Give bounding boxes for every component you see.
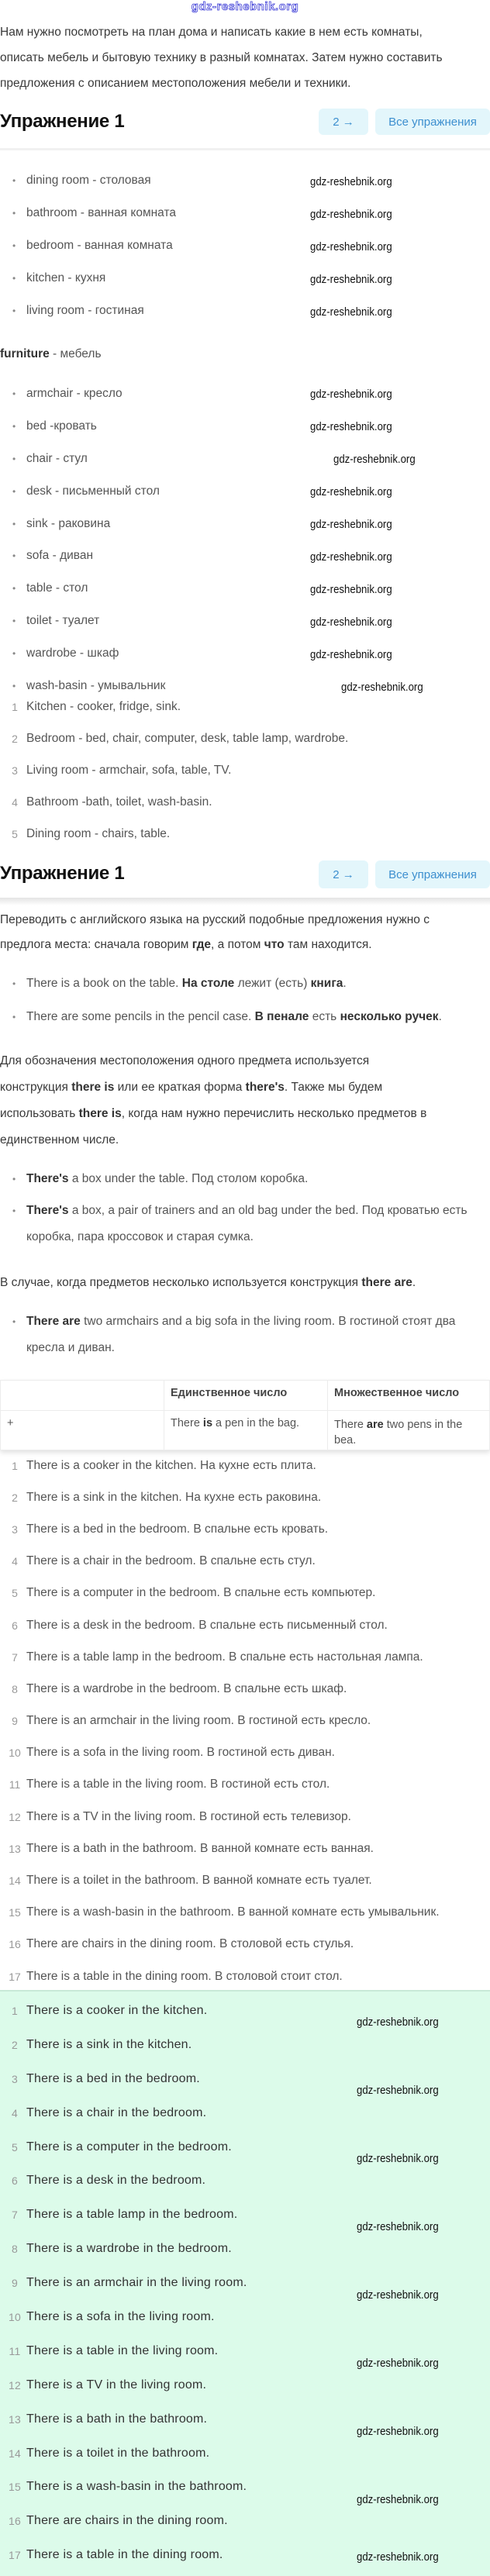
list-item: [0, 2232, 490, 2266]
list-item: [0, 1481, 490, 1513]
item-number: 3: [12, 1522, 18, 1536]
bold-text: There are: [26, 1315, 81, 1328]
item-number: 5: [12, 828, 18, 841]
item-number: 1: [12, 700, 18, 713]
header-shadow: [0, 898, 490, 905]
item-number: 17: [9, 1970, 21, 1983]
item-text: There is a toilet in the bathroom. В ванной комнате есть туалет.: [26, 1874, 372, 1888]
list-item: [0, 2096, 490, 2130]
arrow-right-icon: →: [342, 115, 354, 129]
list-item: [0, 1833, 490, 1864]
item-text: bathroom - ванная комната: [26, 206, 176, 219]
text-segment: two pens in the bea.: [334, 1419, 463, 1447]
item-number: 11: [9, 1778, 21, 1791]
text-segment: или ее краткая форма: [114, 1081, 246, 1094]
item-text: There is a desk in the bedroom. В спальне есть письменный стол.: [26, 1618, 388, 1632]
bold-text: книга: [310, 977, 343, 990]
list-item: [0, 1578, 490, 1609]
bold-text: there is: [71, 1081, 115, 1094]
list-item: [0, 2368, 490, 2402]
item-text: There is a sink in the kitchen. На кухне есть раковина.: [26, 1490, 322, 1504]
text-segment: .: [438, 1010, 442, 1023]
item-number: 4: [12, 796, 18, 809]
item-text: There is a sink in the kitchen.: [26, 2037, 192, 2051]
text-segment: There are some pencils in the pencil case.: [26, 1010, 255, 1023]
bold-text: где: [192, 938, 212, 951]
list-item: [0, 540, 490, 572]
bold-text: В пенале: [254, 1010, 309, 1023]
grammar-table: [0, 1380, 490, 1450]
arrow-right-icon: →: [342, 867, 354, 881]
item-text: There is a bath in the bathroom.: [26, 2412, 208, 2426]
item-text: There is a computer in the bedroom. В спальне есть компьютер.: [26, 1586, 376, 1600]
list-item: [0, 605, 490, 637]
item-number: 8: [12, 1682, 18, 1695]
list-item: [0, 2402, 490, 2436]
item-text: table - стол: [26, 581, 88, 595]
list-item: [0, 164, 490, 197]
item-text: Dining room - chairs, table.: [26, 827, 171, 841]
text-segment: В случае, когда предметов несколько используется конструкция: [0, 1276, 362, 1289]
furniture-heading: [0, 347, 102, 361]
item-number: 12: [9, 1810, 21, 1823]
item-number: 2: [12, 1491, 18, 1504]
watermark: gdz-reshebnik.org: [357, 2220, 439, 2233]
paragraph-line: [0, 908, 430, 933]
watermark: gdz-reshebnik.org: [310, 648, 392, 661]
item-text: chair - стул: [26, 451, 88, 465]
list-item: [0, 2538, 490, 2572]
item-number: 14: [9, 2447, 21, 2460]
watermark: gdz-reshebnik.org: [310, 518, 392, 531]
list-item: [0, 754, 490, 786]
watermark: gdz-reshebnik.org: [310, 305, 392, 319]
item-text: desk - письменный стол: [26, 484, 160, 498]
item-text: Bedroom - bed, chair, computer, desk, table lamp, wardrobe.: [26, 731, 349, 745]
item-text: There is a computer in the bedroom.: [26, 2140, 232, 2154]
text-segment: .: [343, 977, 347, 990]
list-item: [0, 1450, 490, 1481]
table-header: Единственное число: [164, 1381, 328, 1411]
list-item: [0, 475, 490, 508]
bullet-icon: •: [12, 273, 16, 284]
furniture-translation: - мебель: [49, 347, 102, 360]
item-number: 15: [9, 2481, 21, 2494]
item-number: 16: [9, 2515, 21, 2528]
item-number: 14: [9, 1874, 21, 1888]
item-text: living room - гостиная: [26, 304, 144, 317]
explanation-paragraph-2: [0, 1048, 426, 1154]
list-item: [0, 508, 490, 540]
bullet-icon: •: [12, 518, 16, 529]
bullet-icon: •: [12, 208, 16, 219]
explanation-paragraph-3: [0, 1270, 416, 1296]
item-number: 13: [9, 1842, 21, 1855]
item-text: There is a desk in the bedroom.: [26, 2174, 206, 2188]
text-segment: есть: [309, 1010, 340, 1023]
item-number: 2: [12, 2038, 18, 2051]
bullet-icon: •: [12, 175, 16, 186]
watermark: gdz-reshebnik.org: [310, 240, 392, 253]
list-item: [0, 1705, 490, 1737]
rooms-furniture-list: [0, 691, 490, 850]
list-item: [0, 722, 490, 754]
item-number: 16: [9, 1938, 21, 1951]
item-number: 11: [9, 2344, 21, 2357]
item-text: There is a sofa in the living room.: [26, 2309, 215, 2323]
item-number: 1: [12, 2004, 18, 2017]
furniture-word: furniture: [0, 347, 50, 360]
answers-list: [0, 1994, 490, 2572]
intro-line: предложения с описанием местоположения мебели и техники.: [0, 77, 351, 90]
text-segment: There is a book on the table.: [26, 977, 182, 990]
item-text: There is an armchair in the living room. В гостиной есть кресло.: [26, 1714, 371, 1728]
bullet-icon: •: [12, 485, 16, 497]
paragraph-line: [0, 1048, 426, 1074]
text-segment: там находится.: [284, 938, 372, 951]
list-item: [0, 1673, 490, 1705]
text-segment: . Также мы будем: [284, 1081, 383, 1094]
intro-line: Нам нужно посмотреть на план дома и написать какие в нем есть комнаты,: [0, 26, 423, 39]
text-segment: two armchairs and a big sofa in the living room. В гостиной стоят два кресла и диван.: [26, 1315, 456, 1354]
rooms-list: [0, 164, 490, 327]
item-number: 7: [12, 1650, 18, 1664]
bullet-icon: •: [12, 420, 16, 432]
list-item: [0, 819, 490, 850]
watermark: gdz-reshebnik.org: [310, 388, 392, 401]
list-item: [0, 295, 490, 327]
bullet-icon: •: [12, 388, 16, 399]
all-exercises-button[interactable]: Все упражнения: [375, 109, 490, 135]
item-text: wardrobe - шкаф: [26, 647, 119, 660]
table-header: Множественное число: [328, 1381, 490, 1411]
list-item: [0, 2062, 490, 2096]
text-segment: предлога места: сначала говорим: [0, 938, 192, 951]
watermark: gdz-reshebnik.org: [357, 2152, 439, 2165]
next-exercise-number: 2: [333, 115, 340, 129]
example-bullet: [12, 1309, 484, 1361]
watermark: gdz-reshebnik.org: [357, 2016, 439, 2029]
list-item: [0, 2164, 490, 2198]
item-text: There is a table in the living room.: [26, 2343, 219, 2357]
item-text: armchair - кресло: [26, 386, 122, 400]
bullet-icon: •: [12, 1012, 16, 1022]
text-segment: , а потом: [211, 938, 264, 951]
item-number: 5: [12, 1587, 18, 1600]
text-segment: .: [412, 1276, 416, 1289]
bold-text: несколько ручек: [340, 1010, 439, 1023]
list-item: [0, 2470, 490, 2504]
item-text: There is a wash-basin in the bathroom. В ванной комнате есть умывальник.: [26, 1905, 440, 1919]
paragraph-line: [0, 1270, 416, 1296]
item-text: dining room - столовая: [26, 174, 151, 187]
item-text: There is a wardrobe in the bedroom. В спальне есть шкаф.: [26, 1681, 347, 1695]
item-text: There is an armchair in the living room.: [26, 2276, 247, 2290]
item-number: 2: [12, 732, 18, 745]
list-item: [0, 443, 490, 475]
item-number: 1: [12, 1459, 18, 1472]
item-number: 7: [12, 2209, 18, 2222]
item-text: There is a bath in the bathroom. В ванной комнате есть ванная.: [26, 1841, 374, 1855]
item-text: There is a TV in the living room.: [26, 2378, 207, 2392]
item-number: 15: [9, 1906, 21, 1919]
item-number: 3: [12, 764, 18, 777]
item-number: 10: [9, 1747, 21, 1760]
watermark: gdz-reshebnik.org: [310, 420, 392, 433]
bullet-icon: •: [12, 1316, 16, 1327]
item-text: There is a toilet in the bathroom.: [26, 2446, 210, 2460]
item-text: toilet - туалет: [26, 614, 100, 628]
item-text: sofa - диван: [26, 549, 94, 563]
text-segment: a box under the table. Под столом коробка.: [68, 1172, 309, 1185]
item-number: 9: [12, 2277, 18, 2290]
watermark: gdz-reshebnik.org: [310, 550, 392, 564]
intro-text: [0, 19, 443, 96]
item-text: Bathroom -bath, toilet, wash-basin.: [26, 795, 212, 809]
list-item: [0, 410, 490, 443]
item-number: 5: [12, 2140, 18, 2154]
list-item: [0, 2266, 490, 2300]
list-item: [0, 1929, 490, 1960]
list-item: [0, 637, 490, 670]
list-item: [0, 691, 490, 722]
watermark: gdz-reshebnik.org: [357, 2084, 439, 2097]
site-watermark-logo: gdz-reshebnik.org: [191, 0, 299, 13]
item-text: Kitchen - cooker, fridge, sink.: [26, 699, 181, 713]
table-cell-singular: [164, 1411, 328, 1450]
item-text: bed -кровать: [26, 419, 97, 433]
furniture-list: [0, 378, 490, 702]
paragraph-line: [0, 1074, 426, 1101]
bullet-icon: •: [12, 1205, 16, 1216]
text-segment: a pen in the bag.: [212, 1417, 300, 1429]
bullet-icon: •: [12, 583, 16, 595]
table-cell-plural: [328, 1411, 490, 1450]
bold-text: что: [264, 938, 285, 951]
watermark: gdz-reshebnik.org: [357, 2425, 439, 2438]
list-item: [0, 1960, 490, 1992]
item-number: 8: [12, 2243, 18, 2256]
bullet-icon: •: [12, 648, 16, 660]
item-text: wash-basin - умывальник: [26, 678, 166, 692]
example-bullet: [12, 971, 484, 997]
item-text: There is a cooker in the kitchen.: [26, 2003, 208, 2017]
paragraph-line: [0, 1101, 426, 1127]
text-segment: Переводить с английского языка на русский подобные предложения нужно с: [0, 913, 430, 926]
list-item: [0, 229, 490, 262]
item-text: There is a table lamp in the bedroom. В спальне есть настольная лампа.: [26, 1650, 423, 1664]
item-number: 13: [9, 2412, 21, 2426]
item-number: 6: [12, 2174, 18, 2188]
list-item: [0, 1513, 490, 1545]
list-item: [0, 1864, 490, 1896]
item-number: 6: [12, 1619, 18, 1632]
item-text: There is a sofa in the living room. В гостиной есть диван.: [26, 1746, 335, 1760]
item-text: There is a table in the dining room.: [26, 2548, 223, 2562]
item-text: There is a wash-basin in the bathroom.: [26, 2480, 247, 2494]
list-item: [0, 1897, 490, 1929]
example-bullet: [12, 1004, 484, 1030]
bold-text: are: [366, 1419, 384, 1431]
item-text: There is a chair in the bedroom. В спальне есть стул.: [26, 1554, 316, 1568]
item-number: 12: [9, 2378, 21, 2392]
list-item: [0, 2436, 490, 2471]
watermark: gdz-reshebnik.org: [310, 616, 392, 629]
item-text: There are chairs in the dining room. В столовой есть стулья.: [26, 1937, 354, 1951]
table-header: [1, 1381, 164, 1411]
paragraph-line: [0, 1127, 426, 1154]
exercise-title: Упражнение 1: [0, 863, 125, 884]
item-text: There is a table lamp in the bedroom.: [26, 2208, 238, 2222]
list-item: [0, 1546, 490, 1578]
bullet-icon: •: [12, 680, 16, 691]
all-exercises-button[interactable]: Все упражнения: [375, 860, 490, 888]
item-text: There is a table in the living room. В гостиной есть стол.: [26, 1778, 330, 1791]
item-text: There is a chair in the bedroom.: [26, 2105, 207, 2119]
watermark: gdz-reshebnik.org: [357, 2493, 439, 2506]
bullet-icon: •: [12, 240, 16, 251]
example-bullet: [12, 1166, 484, 1192]
watermark: gdz-reshebnik.org: [310, 273, 392, 286]
item-number: 4: [12, 1555, 18, 1568]
list-item: [0, 1801, 490, 1833]
bullet-icon: •: [12, 616, 16, 627]
list-item: [0, 2334, 490, 2368]
item-text: sink - раковина: [26, 516, 111, 530]
item-number: 4: [12, 2106, 18, 2119]
list-item: [0, 572, 490, 605]
item-number: 3: [12, 2072, 18, 2085]
text-segment: лежит (есть): [234, 977, 311, 990]
watermark: gdz-reshebnik.org: [310, 175, 392, 188]
table-header-row: [1, 1381, 490, 1411]
list-item: [0, 1737, 490, 1769]
bold-text: there are: [361, 1276, 412, 1289]
text-segment: единственном числе.: [0, 1133, 119, 1147]
list-item: [0, 1609, 490, 1641]
paragraph-line: [0, 933, 430, 957]
item-text: There is a table in the dining room. В столовой стоит стол.: [26, 1969, 343, 1983]
watermark: gdz-reshebnik.org: [357, 2288, 439, 2302]
list-item: [0, 262, 490, 295]
translations-list: [0, 1450, 490, 1992]
table-row: [1, 1411, 490, 1450]
bold-text: there's: [245, 1081, 285, 1094]
item-text: There are chairs in the dining room.: [26, 2514, 228, 2528]
list-item: [0, 2504, 490, 2538]
text-segment: Для обозначения местоположения одного предмета используется: [0, 1054, 370, 1067]
watermark: gdz-reshebnik.org: [357, 2357, 439, 2370]
list-item: [0, 2028, 490, 2062]
item-text: There is a cooker in the kitchen. На кухне есть плита.: [26, 1458, 316, 1472]
bold-text: На столе: [181, 977, 235, 990]
watermark: gdz-reshebnik.org: [333, 453, 416, 466]
item-number: 10: [9, 2310, 21, 2323]
item-text: Living room - armchair, sofa, table, TV.: [26, 763, 232, 777]
watermark: gdz-reshebnik.org: [310, 485, 392, 498]
text-segment: , когда нам нужно перечислить несколько предметов в: [121, 1107, 427, 1120]
next-exercise-button[interactable]: [319, 109, 368, 135]
list-item: [0, 2130, 490, 2164]
item-text: There is a bed in the bedroom.: [26, 2071, 200, 2085]
text-segment: использовать: [0, 1107, 79, 1120]
item-text: kitchen - кухня: [26, 271, 106, 284]
item-text: bedroom - ванная комната: [26, 239, 173, 252]
text-segment: There: [334, 1419, 367, 1431]
item-text: There is a TV in the living room. В гостиной есть телевизор.: [26, 1809, 351, 1823]
explanation-paragraph-1: [0, 908, 430, 957]
bullet-icon: •: [12, 305, 16, 316]
bullet-icon: •: [12, 1174, 16, 1185]
divider: [0, 148, 490, 150]
list-item: [0, 1769, 490, 1801]
text-segment: There: [171, 1417, 203, 1429]
list-item: [0, 787, 490, 819]
item-text: There is a bed in the bedroom. В спальне есть кровать.: [26, 1522, 329, 1536]
item-number: 9: [12, 1715, 18, 1728]
item-text: There is a wardrobe in the bedroom.: [26, 2242, 232, 2256]
bold-text: There's: [26, 1172, 69, 1185]
bold-text: is: [202, 1417, 213, 1429]
bullet-icon: •: [12, 978, 16, 989]
item-number: 17: [9, 2549, 21, 2562]
watermark: gdz-reshebnik.org: [341, 681, 423, 694]
bullet-icon: •: [12, 550, 16, 562]
list-item: [0, 197, 490, 229]
next-exercise-number: 2: [333, 867, 340, 881]
bold-text: there is: [78, 1107, 122, 1120]
watermark: gdz-reshebnik.org: [310, 583, 392, 596]
list-item: [0, 1641, 490, 1673]
bullet-icon: •: [12, 453, 16, 464]
intro-line: описать мебель и бытовую технику в разный комнатах. Затем нужно составить: [0, 51, 443, 64]
text-segment: конструкция: [0, 1081, 72, 1094]
bold-text: There's: [26, 1204, 69, 1217]
text-segment: a box, a pair of trainers and an old bag under the bed. Под кроватью есть коробка, пара кроссовок и старая сумка.: [26, 1204, 468, 1243]
list-item: [0, 2300, 490, 2334]
next-exercise-button[interactable]: [319, 860, 368, 888]
list-item: [0, 2198, 490, 2232]
list-item: [0, 1994, 490, 2028]
table-cell-sign: +: [1, 1411, 164, 1450]
list-item: [0, 378, 490, 410]
watermark: gdz-reshebnik.org: [310, 208, 392, 221]
watermark: gdz-reshebnik.org: [357, 2550, 439, 2564]
example-bullet: [12, 1198, 484, 1250]
exercise-title: Упражнение 1: [0, 111, 125, 132]
